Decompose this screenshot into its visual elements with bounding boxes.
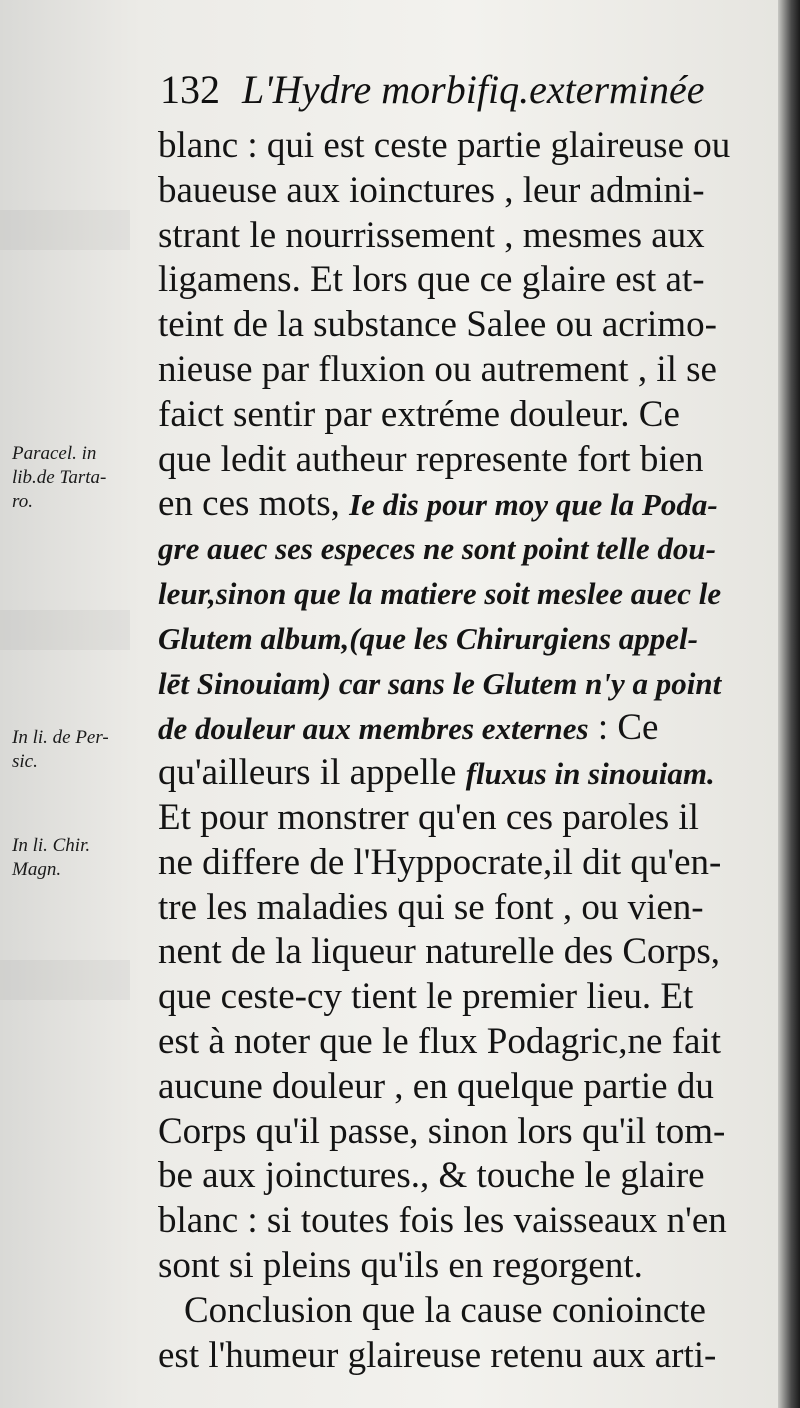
text-roman: : Ce [597, 707, 659, 749]
latin-term-italic: fluxus in sinouiam. [465, 756, 715, 792]
text-line: que ledit autheur represente fort bien [158, 438, 704, 480]
paragraph-start-line: Conclusion que la cause conioincte [184, 1289, 706, 1331]
text-line: blanc : si toutes fois les vaisseaux n'en [158, 1200, 727, 1242]
text-line: que ceste-cy tient le premier lieu. Et [158, 976, 694, 1018]
margin-note-line: Paracel. in [12, 443, 97, 464]
text-line: est l'humeur glaireuse retenu aux arti- [158, 1334, 717, 1376]
text-line: aucune douleur , en quelque partie du [158, 1065, 714, 1107]
margin-note-line: lib.de Tarta- [12, 467, 107, 488]
margin-note-de-persic [12, 726, 109, 774]
text-line: blanc : qui est ceste partie glaireuse ou [158, 125, 731, 166]
text-line: be aux joinctures., & touche le glaire [158, 1155, 705, 1197]
text-line: sont si pleins qu'ils en regorgent. [158, 1244, 643, 1286]
quotation-line: gre auec ses especes ne sont point telle dou- [158, 531, 716, 567]
page-edge-shadow [778, 0, 800, 1408]
margin-note-paracelsus [12, 442, 106, 514]
margin-note-line: In li. de Per- [12, 727, 109, 748]
margin-note-chir-magn [12, 834, 90, 882]
margin-note-line: ro. [12, 491, 33, 512]
text-roman: en ces mots, [158, 483, 340, 525]
page-header [160, 66, 770, 118]
quotation-italic: Ie dis pour moy que la Poda- [349, 487, 718, 523]
text-roman: qu'ailleurs il appelle [158, 752, 457, 794]
text-line: ligamens. Et lors que ce glaire est at- [158, 259, 705, 301]
margin-note-line: In li. Chir. [12, 835, 91, 856]
quotation-line: Glutem album,(que les Chirurgiens appel- [158, 620, 698, 656]
text-line: nieuse par fluxion ou autrement , il se [158, 348, 717, 390]
quotation-italic: de douleur aux membres externes [158, 711, 589, 747]
text-line: ne differe de l'Hyppocrate,il dit qu'en- [158, 841, 722, 883]
quotation-line: lēt Sinouiam) car sans le Glutem n'y a point [158, 665, 722, 701]
text-line: Et pour monstrer qu'en ces paroles il [158, 796, 699, 838]
text-line [158, 751, 770, 796]
bleed-through-mark [0, 610, 130, 650]
text-line: nent de la liqueur naturelle des Corps, [158, 931, 721, 973]
running-title: L'Hydre morbifiq.exterminée [242, 67, 705, 112]
bleed-through-mark [0, 210, 130, 250]
text-line [158, 706, 770, 751]
text-line: est à noter que le flux Podagric,ne fait [158, 1020, 722, 1062]
margin-note-line: sic. [12, 751, 38, 772]
text-line: baueuse aux ioinctures , leur admini- [158, 169, 705, 211]
text-line: faict sentir par extréme douleur. Ce [158, 393, 680, 435]
text-line: teint de la substance Salee ou acrimo- [158, 304, 717, 346]
text-line [158, 482, 770, 527]
bleed-through-mark [0, 960, 130, 1000]
page-number: 132 [160, 67, 220, 112]
body-text [158, 124, 770, 1378]
margin-note-line: Magn. [12, 859, 62, 880]
text-line: strant le nourrissement , mesmes aux [158, 214, 705, 256]
quotation-line: leur,sinon que la matiere soit meslee auec le [158, 575, 722, 611]
text-line: tre les maladies qui se font , ou vien- [158, 886, 704, 928]
text-line: Corps qu'il passe, sinon lors qu'il tom- [158, 1110, 726, 1152]
